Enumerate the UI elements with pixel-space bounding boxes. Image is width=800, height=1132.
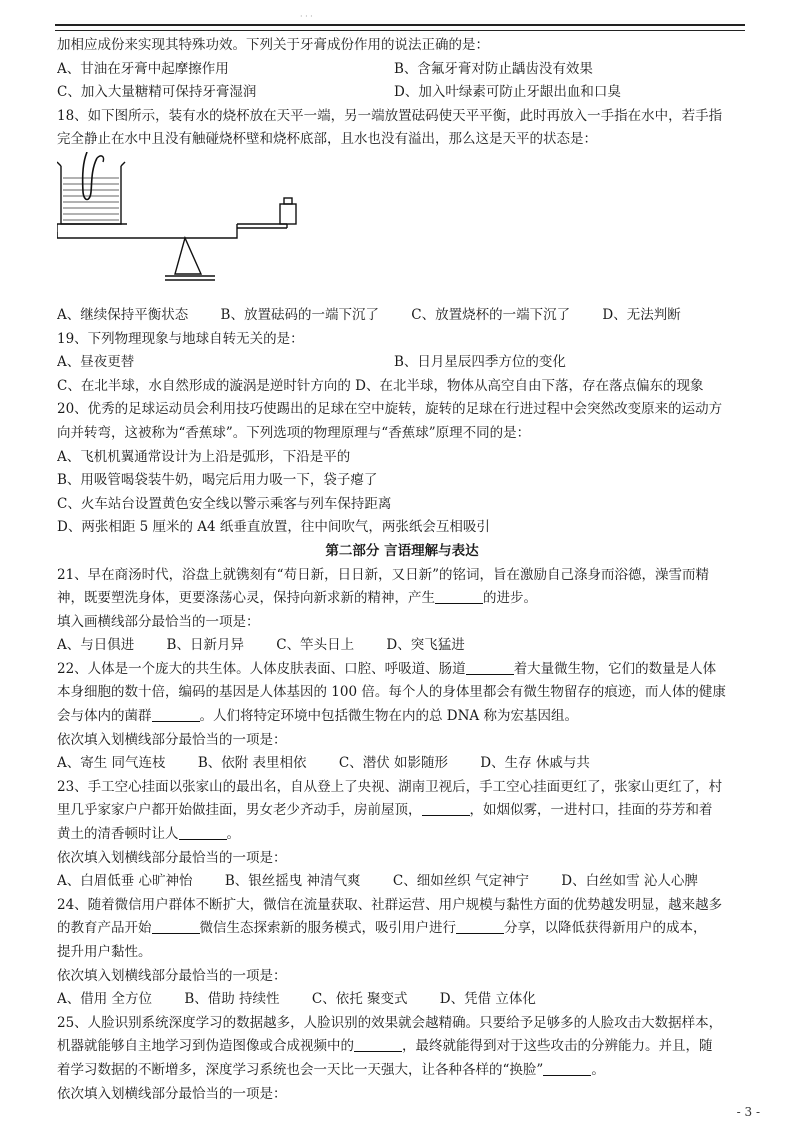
option-d: D、加入叶绿素可防止牙龈出血和口臭 bbox=[394, 84, 621, 101]
options-row bbox=[57, 58, 747, 82]
text-segment: 22、人体是一个庞大的共生体。人体皮肤表面、口腔、呼吸道、肠道 bbox=[57, 660, 466, 677]
text-segment: 。人们将特定环境中包括微生物在内的总 DNA 称为宏基因组。 bbox=[199, 708, 578, 725]
question-21: 21、早在商汤时代，浴盘上就镌刻有“苟日新，日日新，又日新”的铭词，旨在激励自己涤身而浴德，澡雪而精 bbox=[57, 566, 709, 583]
option-a: A、继续保持平衡状态 bbox=[57, 306, 189, 323]
option-c: C、潜伏 如影随形 bbox=[338, 755, 448, 772]
fill-blank bbox=[354, 1037, 402, 1052]
option-b: B、日月星辰四季方位的变化 bbox=[394, 354, 566, 371]
option-d: D、白丝如雪 沁人心脾 bbox=[561, 873, 698, 890]
option-a: A、飞机机翼通常设计为上沿是弧形，下沿是平的 bbox=[57, 448, 351, 465]
text-segment: 神，既要塑洗身体，更要涤荡心灵，保持向新求新的精神，产生 bbox=[57, 590, 435, 607]
question-prompt: 依次填入划横线部分最恰当的一项是： bbox=[57, 967, 287, 984]
options-cd: C、在北半球，水自然形成的漩涡是逆时针方向的 D、在北半球，物体从高空自由下落，存在落点偏东的现象 bbox=[57, 377, 704, 394]
option-c: C、放置烧杯的一端下沉了 bbox=[411, 306, 571, 323]
question-22-cont: 本身细胞的数十倍，编码的基因是人体基因的 100 倍。每个人的身体里都会有微生物留存的痕迹，而人体的健康 bbox=[57, 684, 726, 701]
text-segment: 分享，以降低获得新用户的成本， bbox=[504, 920, 707, 937]
question-20-cont: 向并转弯，这被称为“香蕉球”。下列选项的物理原理与“香蕉球”原理不同的是： bbox=[57, 424, 531, 441]
page-content bbox=[57, 34, 747, 1106]
balance-figure bbox=[57, 152, 747, 304]
text-line: 加相应成份来实现其特殊功效。下列关于牙膏成份作用的说法正确的是： bbox=[57, 37, 489, 53]
option-a: A、与日俱进 bbox=[57, 637, 135, 654]
options-row bbox=[57, 870, 747, 894]
option-a: A、寄生 同气连枝 bbox=[57, 755, 166, 772]
question-19: 19、下列物理现象与地球自转无关的是： bbox=[57, 330, 304, 347]
option-a: A、借用 全方位 bbox=[57, 991, 153, 1008]
options-row bbox=[57, 351, 747, 375]
option-b: B、银丝摇曳 神清气爽 bbox=[224, 873, 361, 890]
option-d: D、生存 休戚与共 bbox=[480, 755, 590, 772]
text-segment: 着学习数据的不断增多，深度学习系统也会一天比一天强大，让各种各样的“换脸” bbox=[57, 1061, 544, 1078]
options-row bbox=[57, 304, 747, 328]
option-a: A、昼夜更替 bbox=[57, 354, 135, 371]
options-row bbox=[57, 988, 747, 1012]
fill-blank bbox=[152, 919, 200, 934]
text-segment: 。 bbox=[226, 826, 240, 843]
option-a: A、甘油在牙膏中起摩擦作用 bbox=[57, 60, 229, 77]
option-b: B、用吸管喝袋装牛奶，喝完后用力吸一下，袋子瘪了 bbox=[57, 472, 378, 489]
text-segment: 机器就能够自主地学习到伪造图像或合成视频中的 bbox=[57, 1038, 354, 1055]
options-row bbox=[57, 752, 747, 776]
option-c: C、加入大量糖精可保持牙膏湿润 bbox=[57, 84, 257, 101]
section-title: 第二部分 言语理解与表达 bbox=[325, 542, 479, 559]
option-c: C、竿头日上 bbox=[276, 637, 355, 654]
option-b: B、含氟牙膏对防止龋齿没有效果 bbox=[394, 60, 593, 77]
question-24: 24、随着微信用户群体不断扩大，微信在流量获取、社群运营、用户规模与黏性方面的优势越发明显，越来越多 bbox=[57, 896, 723, 913]
fill-blank bbox=[456, 919, 504, 934]
fill-blank bbox=[179, 825, 227, 840]
text-segment: 微信生态探索新的服务模式，吸引用户进行 bbox=[199, 920, 456, 937]
question-24-cont bbox=[57, 917, 747, 941]
question-18-cont: 完全静止在水中且没有触碰烧杯壁和烧杯底部，且水也没有溢出，那么这是天平的状态是： bbox=[57, 131, 597, 148]
text-segment: 的教育产品开始 bbox=[57, 920, 152, 937]
text-segment: 。 bbox=[591, 1061, 605, 1078]
options-row bbox=[57, 81, 747, 105]
text-segment: 会与体内的菌群 bbox=[57, 708, 152, 725]
option-a: A、白眉低垂 心旷神怡 bbox=[57, 873, 193, 890]
header-mark: · · · bbox=[300, 12, 313, 21]
question-prompt: 填入画横线部分最恰当的一项是： bbox=[57, 613, 260, 630]
option-c: C、火车站台设置黄色安全线以警示乘客与列车保持距离 bbox=[57, 495, 392, 512]
question-20: 20、优秀的足球运动员会利用技巧使踢出的足球在空中旋转，旋转的足球在行进过程中会突然改变原来的运动方 bbox=[57, 401, 723, 418]
header-rule-thin bbox=[55, 30, 745, 31]
fill-blank bbox=[152, 707, 200, 722]
question-18: 18、如下图所示，装有水的烧杯放在天平一端，另一端放置砝码使天平平衡，此时再放入一手指在水中，若手指 bbox=[57, 107, 723, 124]
option-d: D、两张相距 5 厘米的 A4 纸垂直放置，往中间吹气，两张纸会互相吸引 bbox=[57, 519, 490, 536]
fill-blank bbox=[422, 801, 470, 816]
question-prompt: 依次填入划横线部分最恰当的一项是： bbox=[57, 731, 287, 748]
option-b: B、日新月异 bbox=[166, 637, 244, 654]
question-23: 23、手工空心挂面以张家山的最出名，自从登上了央视、湖南卫视后，手工空心挂面更红了，张家山更红了，村 bbox=[57, 778, 723, 795]
page-number: - 3 - bbox=[736, 1105, 760, 1119]
option-b: B、借助 持续性 bbox=[184, 991, 280, 1008]
question-25-cont bbox=[57, 1059, 747, 1083]
fill-blank bbox=[466, 660, 514, 675]
text-segment: 黄土的清香顿时让人 bbox=[57, 826, 179, 843]
question-23-cont bbox=[57, 823, 747, 847]
option-d: D、突飞猛进 bbox=[386, 637, 465, 654]
text-segment: ，如烟似雾，一进村口，挂面的芬芳和着 bbox=[469, 802, 713, 819]
option-d: D、凭借 立体化 bbox=[439, 991, 536, 1008]
text-segment: ，最终就能得到对于这些攻击的分辨能力。并且，随 bbox=[402, 1038, 713, 1055]
options-row bbox=[57, 634, 747, 658]
question-25-cont bbox=[57, 1035, 747, 1059]
question-21-cont bbox=[57, 587, 747, 611]
fill-blank bbox=[435, 589, 483, 604]
fill-blank bbox=[543, 1061, 591, 1076]
balance-scale-illustration bbox=[57, 152, 307, 302]
question-prompt: 依次填入划横线部分最恰当的一项是： bbox=[57, 1085, 287, 1102]
text-segment: 的进步。 bbox=[483, 590, 537, 607]
text-segment: 着大量微生物，它们的数量是人体 bbox=[513, 660, 717, 677]
question-prompt: 依次填入划横线部分最恰当的一项是： bbox=[57, 849, 287, 866]
option-c: C、细如丝织 气定神宁 bbox=[392, 873, 529, 890]
option-b: B、依附 表里相依 bbox=[197, 755, 307, 772]
question-23-cont bbox=[57, 799, 747, 823]
text-segment: 里几乎家家户户都开始做挂面，男女老少齐动手，房前屋顶， bbox=[57, 802, 422, 819]
question-22 bbox=[57, 658, 747, 682]
option-c: C、依托 聚变式 bbox=[311, 991, 408, 1008]
question-24-cont: 提升用户黏性。 bbox=[57, 944, 152, 960]
header-rule bbox=[55, 24, 745, 26]
question-25: 25、人脸识别系统深度学习的数据越多，人脸识别的效果就会越精确。只要给予足够多的人脸攻击大数据样本， bbox=[57, 1014, 723, 1031]
question-22-cont bbox=[57, 705, 747, 729]
option-d: D、无法判断 bbox=[602, 306, 681, 323]
option-b: B、放置砝码的一端下沉了 bbox=[220, 306, 379, 323]
